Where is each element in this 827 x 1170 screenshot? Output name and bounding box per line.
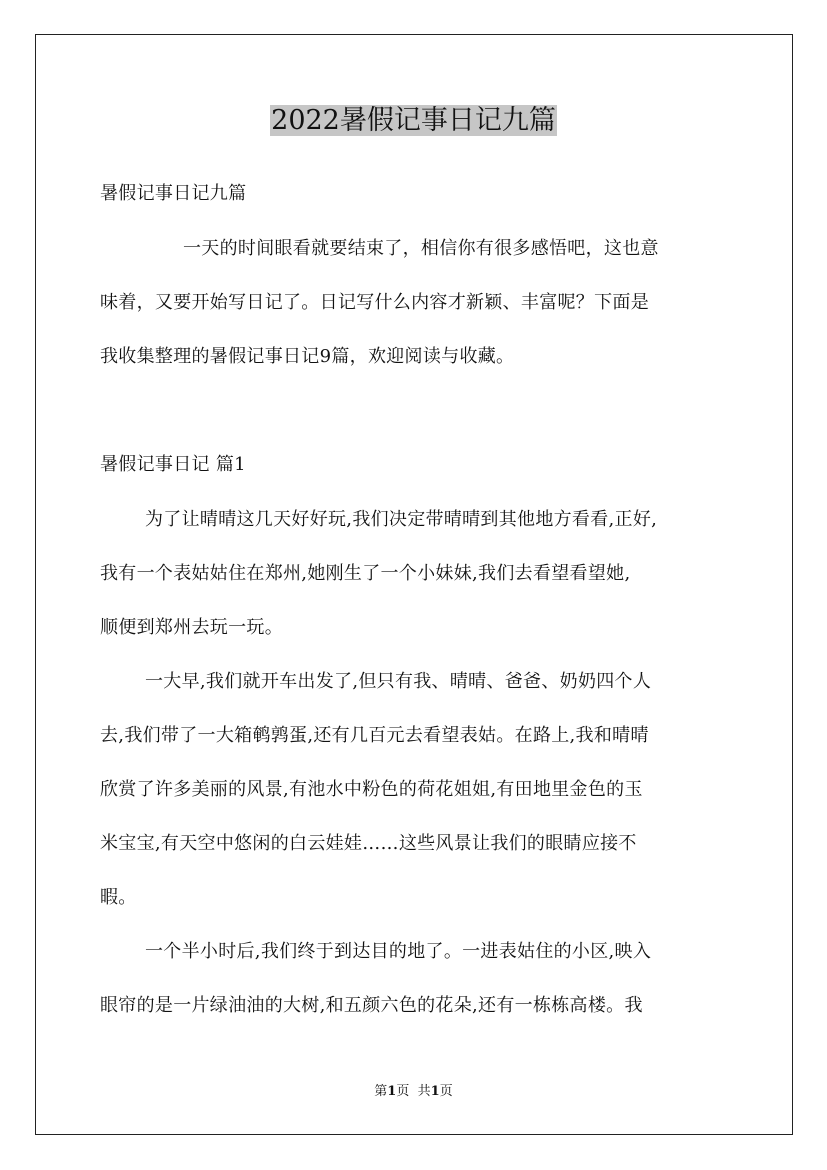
total-pages: 1 [430, 1084, 440, 1099]
body-line: 一个半小时后,我们终于到达目的地了。一进表姑住的小区,映入 [145, 941, 652, 962]
intro-line: 一天的时间眼看就要结束了，相信你有很多感悟吧，这也意 [183, 238, 659, 259]
total-suffix: 页 [439, 1084, 453, 1099]
body-line: 米宝宝,有天空中悠闲的白云娃娃……这些风景让我们的眼睛应接不 [100, 833, 637, 854]
body-line: 暇。 [100, 887, 137, 908]
document-title-text: 2022暑假记事日记九篇 [271, 105, 556, 136]
page-footer [0, 1083, 827, 1101]
page-label-suffix: 页 [396, 1084, 410, 1099]
intro-line: 我收集整理的暑假记事日记9篇，欢迎阅读与收藏。 [100, 346, 515, 367]
body-line: 为了让晴晴这几天好好玩,我们决定带晴晴到其他地方看看,正好, [145, 509, 658, 530]
body-line: 顺便到郑州去玩一玩。 [100, 617, 283, 638]
body-line: 眼帘的是一片绿油油的大树,和五颜六色的花朵,还有一栋栋高楼。我 [100, 995, 643, 1016]
body-line: 去,我们带了一大箱鹌鹑蛋,还有几百元去看望表姑。在路上,我和晴晴 [100, 725, 649, 746]
total-prefix: 共 [417, 1084, 431, 1099]
page-number: 1 [387, 1084, 397, 1099]
page-label-prefix: 第 [374, 1084, 388, 1099]
body-line: 一大早,我们就开车出发了,但只有我、晴晴、爸爸、奶奶四个人 [145, 671, 652, 692]
intro-line: 味着，又要开始写日记了。日记写什么内容才新颖、丰富呢？下面是 [100, 292, 649, 313]
body-line: 欣赏了许多美丽的风景,有池水中粉色的荷花姐姐,有田地里金色的玉 [100, 779, 643, 800]
document-subtitle: 暑假记事日记九篇 [100, 183, 247, 204]
section-heading: 暑假记事日记 篇1 [100, 454, 246, 475]
body-line: 我有一个表姑姑住在郑州,她刚生了一个小妹妹,我们去看望看望她, [100, 563, 631, 584]
document-title [0, 101, 827, 141]
